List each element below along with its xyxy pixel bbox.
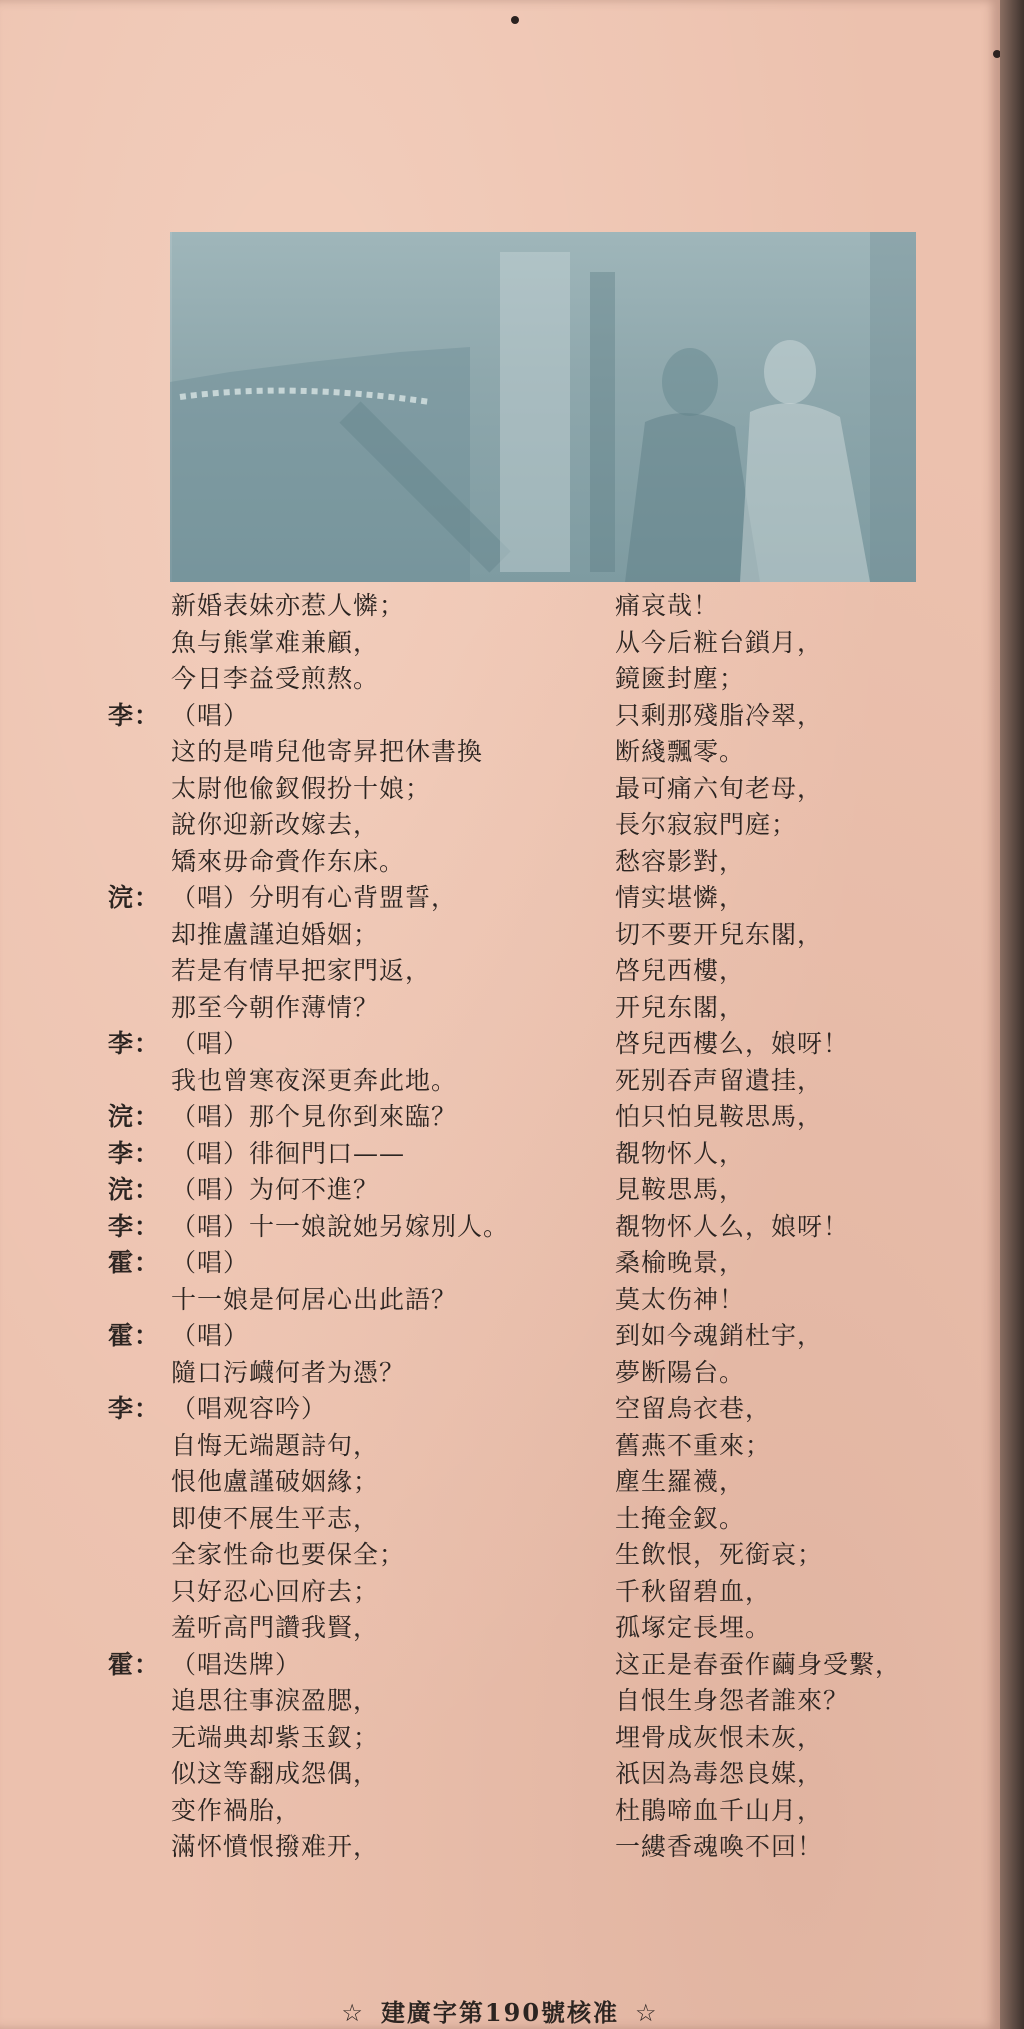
lyric-line (615, 1391, 975, 1428)
lyric-text: 变作禍胎， (171, 1795, 302, 1825)
lyric-line (615, 1318, 975, 1355)
lyric-line (615, 953, 975, 990)
lyric-text: 啓兒西樓， (615, 956, 746, 985)
lyric-line (615, 1172, 975, 1209)
lyric-text: 千秋留碧血， (615, 1576, 772, 1606)
approval-footer (0, 1993, 1000, 2028)
lyric-line (615, 698, 975, 735)
lyric-line (615, 588, 975, 625)
lyric-line (615, 734, 975, 771)
lyric-line (615, 1756, 975, 1793)
lyric-line (615, 1136, 975, 1173)
lyric-text: （唱） (171, 1029, 250, 1058)
lyric-text: 断綫飄零。 (615, 737, 746, 766)
lyric-text: 怕只怕見鞍思馬， (615, 1102, 824, 1131)
lyric-line (108, 1683, 638, 1720)
lyric-text: 痛哀哉！ (615, 591, 720, 620)
lyric-text: 鏡匳封塵； (615, 664, 746, 693)
lyric-text: 魚与熊掌难兼顧， (171, 627, 380, 657)
lyric-line (108, 588, 638, 625)
lyric-line (615, 1428, 975, 1465)
lyric-text: 杜鵑啼血千山月， (615, 1795, 824, 1825)
lyric-text: 矯來毋命賫作东床。 (171, 846, 406, 876)
lyric-line (108, 807, 638, 844)
lyric-line (108, 1063, 638, 1100)
lyric-line (615, 1720, 975, 1757)
lyric-text: 自悔无端題詩句， (171, 1430, 380, 1460)
lyric-text: 隨口污衊何者为憑？ (171, 1357, 406, 1387)
lyric-text: 桑榆晚景， (615, 1248, 746, 1277)
lyric-line (615, 1829, 975, 1866)
lyric-text: （唱）徘徊門口—— (171, 1138, 406, 1168)
lyric-line (108, 1793, 638, 1830)
lyric-text: （唱） (171, 700, 250, 730)
lyric-text: 恨他盧謹破姻緣； (171, 1467, 380, 1496)
lyric-line (615, 1026, 975, 1063)
lyric-text: 長尔寂寂門庭； (615, 810, 798, 839)
lyric-line (615, 771, 975, 808)
lyric-line (108, 1136, 638, 1173)
lyric-line (615, 880, 975, 917)
lyric-text: 却推盧謹迫婚姻； (171, 919, 380, 949)
lyric-line (108, 1610, 638, 1647)
star-icon: ☆ (341, 1999, 365, 2027)
lyric-text: 最可痛六旬老母， (615, 773, 824, 803)
speaker-label: 霍： (108, 1321, 161, 1350)
lyric-line (108, 1282, 638, 1319)
star-icon: ☆ (635, 1999, 659, 2027)
lyric-line (108, 1099, 638, 1136)
lyric-text: （唱迭牌） (171, 1649, 302, 1679)
lyric-line (108, 1574, 638, 1611)
lyric-line (108, 953, 638, 990)
lyric-line (615, 1063, 975, 1100)
lyric-text: 覩物怀人， (615, 1138, 746, 1168)
lyric-line (615, 1647, 975, 1684)
lyric-line (108, 1318, 638, 1355)
lyric-text: 覩物怀人么，娘呀！ (615, 1211, 850, 1241)
lyric-text: 夢断陽台。 (615, 1357, 746, 1387)
lyric-line (108, 1829, 638, 1866)
lyric-text: 我也曾寒夜深更奔此地。 (171, 1065, 458, 1095)
lyric-line (108, 844, 638, 881)
lyric-text: 祇因為毒怨良媒， (615, 1759, 824, 1788)
lyrics-left-column (108, 588, 638, 1866)
lyric-text: 自恨生身怨者誰來？ (615, 1686, 850, 1715)
speaker-label: 李： (108, 700, 161, 730)
ink-speck (511, 16, 519, 24)
lyric-line (108, 1720, 638, 1757)
lyric-line (108, 771, 638, 808)
lyric-text: 无端典却紫玉釵； (171, 1722, 380, 1752)
lyric-line (108, 1428, 638, 1465)
lyric-text: 若是有情早把家門返， (171, 956, 432, 985)
lyric-line (615, 1537, 975, 1574)
lyric-text: 生飲恨，死銜哀； (615, 1540, 824, 1569)
lyric-text: 埋骨成灰恨未灰， (615, 1722, 824, 1752)
lyric-line (615, 1282, 975, 1319)
lyric-line (108, 1209, 638, 1246)
lyric-line (615, 807, 975, 844)
speaker-label: 浣： (108, 883, 161, 912)
lyric-text: 那至今朝作薄情？ (171, 992, 380, 1022)
lyric-text: （唱）那个見你到來臨？ (171, 1102, 458, 1131)
speaker-label: 李： (108, 1029, 161, 1058)
lyric-text: 說你迎新改嫁去， (171, 810, 380, 839)
stage-photo-image (170, 232, 916, 582)
lyric-line (108, 880, 638, 917)
lyric-line (615, 1464, 975, 1501)
speaker-label: 李： (108, 1394, 161, 1423)
lyric-text: 空留烏衣巷， (615, 1394, 772, 1423)
lyric-text: （唱）为何不進？ (171, 1175, 380, 1204)
lyric-line (615, 661, 975, 698)
lyric-line (615, 1209, 975, 1246)
lyric-text: 今日李益受煎熬。 (171, 664, 380, 693)
lyric-line (615, 1574, 975, 1611)
lyric-line (108, 1756, 638, 1793)
lyric-line (615, 1683, 975, 1720)
lyric-line (615, 990, 975, 1027)
lyrics-right-column (615, 588, 975, 1866)
lyric-text: 切不要开兒东閣， (615, 919, 824, 949)
lyric-line (615, 1501, 975, 1538)
lyric-line (615, 1099, 975, 1136)
lyric-text: （唱） (171, 1248, 250, 1277)
lyric-text: 即使不展生平志， (171, 1503, 380, 1533)
approval-number: 建廣字第190號核准 (380, 1998, 620, 2027)
lyric-text: 滿怀憤恨撥难开， (171, 1832, 380, 1861)
lyric-line (108, 1355, 638, 1392)
speaker-label: 李： (108, 1211, 161, 1241)
lyric-text: 追思往事淚盈腮， (171, 1686, 380, 1715)
lyric-line (615, 625, 975, 662)
lyric-line (615, 1610, 975, 1647)
lyric-line (615, 1355, 975, 1392)
lyric-line (108, 661, 638, 698)
lyric-line (108, 1647, 638, 1684)
cover-edge (1000, 0, 1024, 2029)
speaker-label: 浣： (108, 1102, 161, 1131)
speaker-label: 霍： (108, 1649, 161, 1679)
lyric-text: 塵生羅襪， (615, 1467, 746, 1496)
lyric-text: 开兒东閣， (615, 992, 746, 1022)
lyric-line (108, 990, 638, 1027)
lyric-text: （唱）分明有心背盟誓， (171, 883, 458, 912)
lyric-line (108, 1464, 638, 1501)
lyric-text: 孤塚定長埋。 (615, 1613, 772, 1642)
lyric-line (615, 917, 975, 954)
lyric-text: 啓兒西樓么，娘呀！ (615, 1029, 850, 1058)
stage-photo (170, 232, 916, 582)
lyric-line (108, 1026, 638, 1063)
lyric-line (108, 1172, 638, 1209)
lyric-line (108, 1245, 638, 1282)
speaker-label: 李： (108, 1138, 161, 1168)
lyric-text: 莫太伤神！ (615, 1284, 746, 1314)
lyric-line (108, 734, 638, 771)
lyric-text: 这正是春蚕作繭身受繫， (615, 1649, 902, 1679)
lyric-text: 一縷香魂喚不回！ (615, 1832, 824, 1861)
lyric-text: （唱观容吟） (171, 1394, 328, 1423)
lyric-text: 全家性命也要保全； (171, 1540, 406, 1569)
lyric-text: 十一娘是何居心出此語？ (171, 1284, 458, 1314)
lyric-text: 这的是啃兒他寄昇把休書換 (171, 737, 484, 766)
lyric-text: 土掩金釵。 (615, 1503, 746, 1533)
lyric-line (108, 698, 638, 735)
lyric-line (108, 917, 638, 954)
lyric-line (615, 1793, 975, 1830)
lyric-text: 見鞍思馬， (615, 1175, 746, 1204)
lyric-text: 死别吞声留遺挂， (615, 1065, 824, 1095)
lyric-line (108, 1391, 638, 1428)
lyric-line (108, 1501, 638, 1538)
lyric-line (108, 625, 638, 662)
lyric-text: （唱） (171, 1321, 250, 1350)
lyric-text: 从今后粧台鎖月， (615, 627, 824, 657)
lyric-text: 似这等翻成怨偶， (171, 1759, 380, 1788)
lyric-text: 舊燕不重來； (615, 1430, 772, 1460)
lyric-line (615, 844, 975, 881)
lyric-line (615, 1245, 975, 1282)
lyric-text: 新婚表妹亦惹人憐； (171, 591, 406, 620)
lyric-text: 只好忍心回府去； (171, 1576, 380, 1606)
lyric-text: 太尉他偸釵假扮十娘； (171, 773, 432, 803)
lyric-text: 羞听高門讚我賢， (171, 1613, 380, 1642)
lyric-text: 情实堪憐， (615, 883, 746, 912)
lyric-text: （唱）十一娘說她另嫁別人。 (171, 1211, 510, 1241)
speaker-label: 霍： (108, 1248, 161, 1277)
lyric-text: 只剩那殘脂冷翠， (615, 700, 824, 730)
speaker-label: 浣： (108, 1175, 161, 1204)
lyric-text: 到如今魂銷杜宇， (615, 1321, 824, 1350)
lyric-text: 愁容影對， (615, 846, 746, 876)
lyric-line (108, 1537, 638, 1574)
